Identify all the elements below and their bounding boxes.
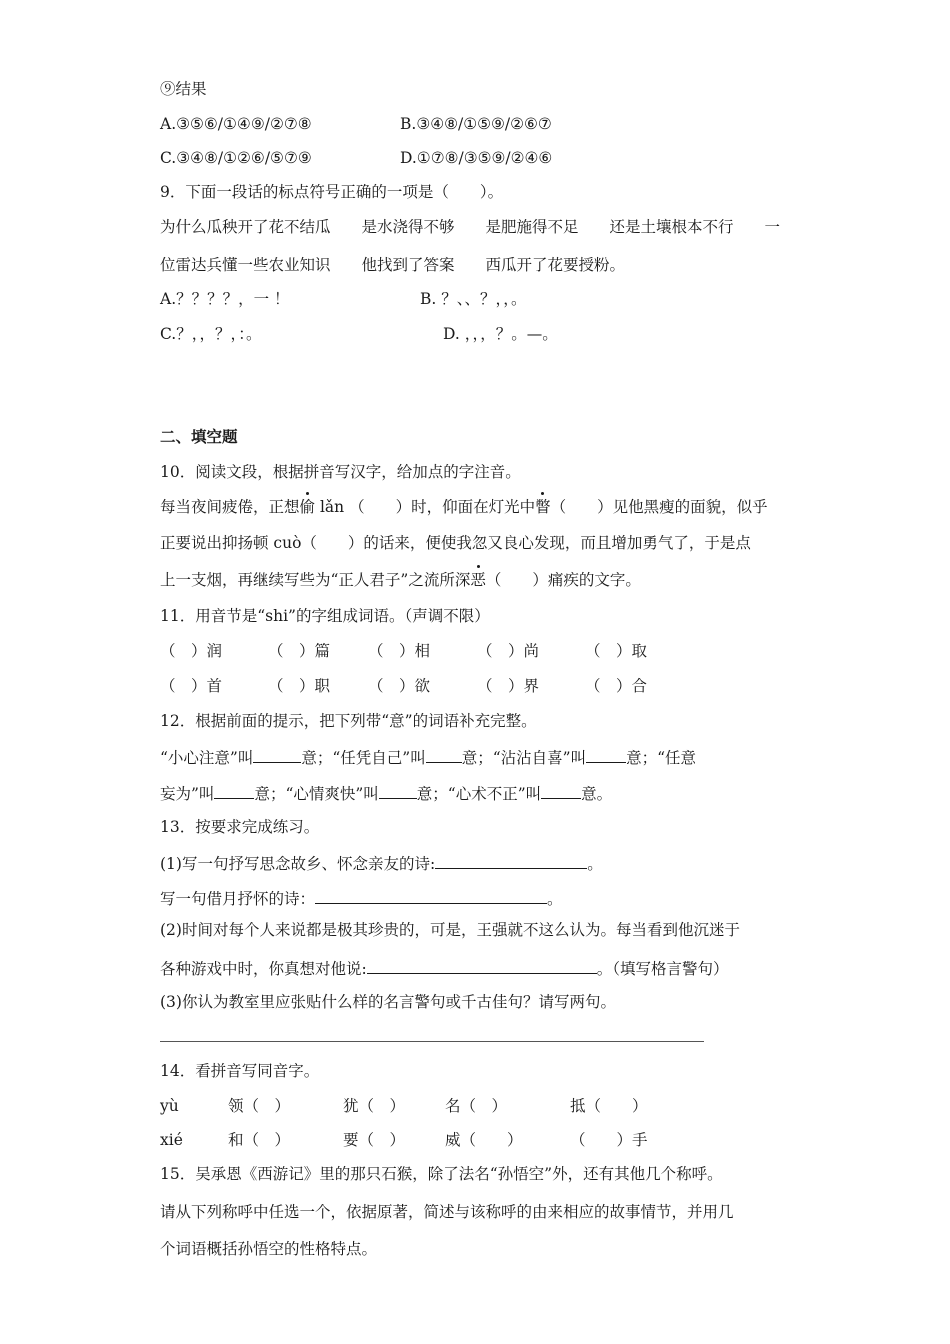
q12-stem: 12．根据前面的提示，把下列带“意”的词语补充完整。 xyxy=(160,712,537,730)
section-title: 二、填空题 xyxy=(160,428,238,446)
q13-part1: (1)写一句抒写思念故乡、怀念亲友的诗: 。 xyxy=(160,852,603,874)
q15-line2: 请从下列称呼中任选一个，依据原著，简述与该称呼的由来相应的故事情节，并用几 xyxy=(160,1203,734,1221)
q13-part1b: 写一句借月抒怀的诗： 。 xyxy=(160,887,563,909)
q11-blank[interactable]: （ ）尚 xyxy=(477,642,540,660)
q9-option-b: B. ？、、？，，。 xyxy=(420,290,527,308)
q14-blank[interactable]: 名（ ） xyxy=(445,1097,508,1115)
q10-passage-line1: 每当夜间疲倦，正想偷 lǎn （ ）时，仰面在灯光中瞥（ ）见他黑瘦的面貌，似乎 xyxy=(160,498,768,516)
q12-blank[interactable] xyxy=(379,782,417,799)
q14-blank[interactable]: 犹（ ） xyxy=(343,1097,406,1115)
q10-stem: 10．阅读文段，根据拼音写汉字，给加点的字注音。 xyxy=(160,463,521,481)
q14-blank[interactable]: 和（ ） xyxy=(228,1131,291,1149)
q11-blank[interactable]: （ ）首 xyxy=(160,677,223,695)
q15-line3: 个词语概括孙悟空的性格特点。 xyxy=(160,1240,378,1258)
q8-item9: ⑨结果 xyxy=(160,80,207,98)
q14-blank[interactable]: 威（ ） xyxy=(445,1131,523,1149)
q11-blank[interactable]: （ ）职 xyxy=(268,677,331,695)
q8-option-b: B.③④⑧/①⑤⑨/②⑥⑦ xyxy=(400,115,552,133)
q9-option-a: A.？？？？，一 ！ xyxy=(160,290,290,308)
q14-blank[interactable]: 领（ ） xyxy=(228,1097,291,1115)
q11-blank[interactable]: （ ）篇 xyxy=(268,642,331,660)
q12-blank[interactable] xyxy=(214,782,254,799)
q11-blank[interactable]: （ ）取 xyxy=(585,642,648,660)
q11-blank[interactable]: （ ）界 xyxy=(477,677,540,695)
q8-option-c: C.③④⑧/①②⑥/⑤⑦⑨ xyxy=(160,149,312,167)
q14-stem: 14．看拼音写同音字。 xyxy=(160,1062,320,1080)
q14-pinyin: yù xyxy=(160,1097,179,1115)
q13-answer-blank[interactable] xyxy=(435,852,587,869)
q13-part3: (3)你认为教室里应张贴什么样的名言警句或千古佳句？请写两句。 xyxy=(160,993,616,1011)
q9-passage-line1: 为什么瓜秧开了花不结瓜 是水浇得不够 是肥施得不足 还是土壤根本不行 一 xyxy=(160,218,781,236)
emphasis-dot-char: 恶 xyxy=(470,571,486,589)
q8-option-a: A.③⑤⑥/①④⑨/②⑦⑧ xyxy=(160,115,312,133)
q13-answer-line[interactable] xyxy=(160,1041,704,1042)
q12-line2: 妄为”叫 意；“心情爽快”叫 意；“心术不正”叫 意。 xyxy=(160,782,612,804)
q14-pinyin: xié xyxy=(160,1131,183,1149)
q10-passage-line2: 正要说出抑扬顿 cuò（ ）的话来，便使我忽又良心发现，而且增加勇气了，于是点 xyxy=(160,534,751,552)
q12-line1: “小心注意”叫 意；“任凭自己”叫 意；“沾沾自喜”叫 意；“任意 xyxy=(160,746,696,768)
q15-line1: 15．吴承恩《西游记》里的那只石猴，除了法名“孙悟空”外，还有其他几个称呼。 xyxy=(160,1165,723,1183)
emphasis-dot-char: 瞥 xyxy=(535,498,551,516)
q13-part2-line2: 各种游戏中时，你真想对他说: 。（填写格言警句） xyxy=(160,957,729,979)
q13-answer-blank[interactable] xyxy=(367,957,597,974)
q8-option-d: D.①⑦⑧/③⑤⑨/②④⑥ xyxy=(400,149,553,167)
q14-blank[interactable]: 抵（ ） xyxy=(570,1097,648,1115)
q12-blank[interactable] xyxy=(253,746,301,763)
q13-part2-line1: (2)时间对每个人来说都是极其珍贵的，可是，王强就不这么认为。每当看到他沉迷于 xyxy=(160,921,740,939)
q11-blank[interactable]: （ ）润 xyxy=(160,642,223,660)
q11-blank[interactable]: （ ）相 xyxy=(368,642,431,660)
emphasis-dot-char: 偷 xyxy=(299,498,316,516)
q9-option-c: C.？，，？，：。 xyxy=(160,325,262,343)
q12-blank[interactable] xyxy=(541,782,581,799)
q9-stem: 9．下面一段话的标点符号正确的一项是（ ）。 xyxy=(160,183,504,201)
q10-passage-line3: 上一支烟，再继续写些为“正人君子”之流所深恶（ ）痛疾的文字。 xyxy=(160,571,641,589)
q11-blank[interactable]: （ ）合 xyxy=(585,677,648,695)
q11-stem: 11．用音节是“shi”的字组成词语。（声调不限） xyxy=(160,607,490,625)
q9-option-d: D. ，，，？。—。 xyxy=(443,325,558,343)
q14-blank[interactable]: （ ）手 xyxy=(570,1131,648,1149)
q12-blank[interactable] xyxy=(586,746,626,763)
q13-stem: 13．按要求完成练习。 xyxy=(160,818,320,836)
q9-passage-line2: 位雷达兵懂一些农业知识 他找到了答案 西瓜开了花要授粉。 xyxy=(160,256,626,274)
q11-blank[interactable]: （ ）欲 xyxy=(368,677,431,695)
q14-blank[interactable]: 要（ ） xyxy=(343,1131,406,1149)
q12-blank[interactable] xyxy=(426,746,462,763)
q13-answer-blank[interactable] xyxy=(315,887,547,904)
